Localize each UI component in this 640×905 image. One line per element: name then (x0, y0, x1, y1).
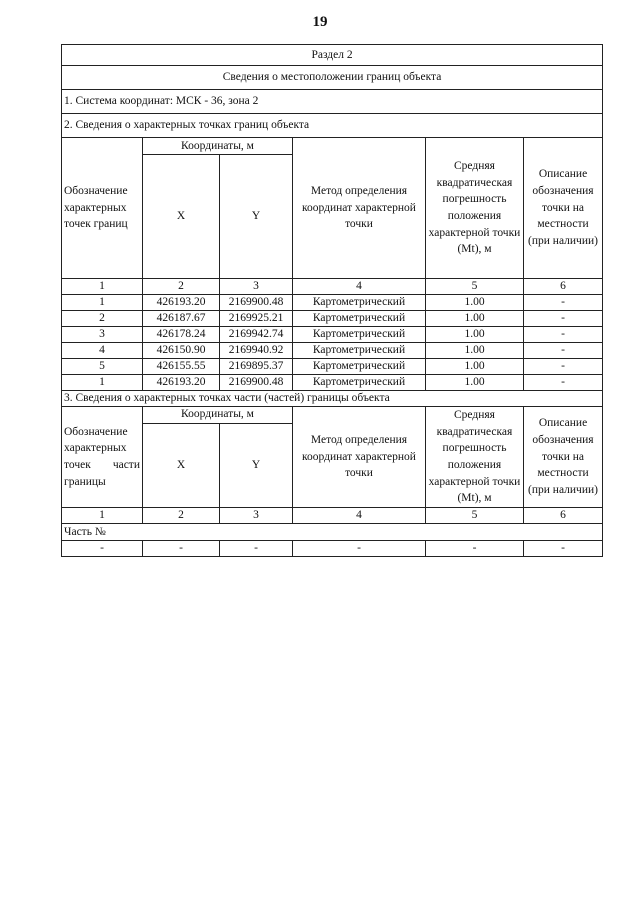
header-method: Метод определения координат характерной точки (293, 138, 426, 279)
section-title: Раздел 2 (62, 45, 603, 66)
point-description: - (524, 295, 603, 311)
points-heading-row (62, 114, 603, 138)
parts-heading: 3. Сведения о характерных точках части (частей) границы объекта (62, 391, 603, 407)
empty-cell: - (426, 540, 524, 556)
parts-header-designation: Обозначение характерных точек части границы (62, 406, 143, 507)
point-x: 426150.90 (143, 343, 220, 359)
point-id: 2 (62, 311, 143, 327)
point-error: 1.00 (426, 295, 524, 311)
point-error: 1.00 (426, 375, 524, 391)
points-header-row-1 (62, 138, 603, 155)
point-id: 1 (62, 295, 143, 311)
point-description: - (524, 343, 603, 359)
point-y: 2169900.48 (220, 295, 293, 311)
table-row (62, 540, 603, 556)
points-column-numbers-row (62, 279, 603, 295)
column-number: 4 (293, 279, 426, 295)
point-description: - (524, 359, 603, 375)
parts-column-numbers-row (62, 507, 603, 523)
table-row (62, 343, 603, 359)
point-y: 2169925.21 (220, 311, 293, 327)
header-error: Средняя квадратическая погрешность положения характерной точки (Mt), м (426, 138, 524, 279)
empty-cell: - (62, 540, 143, 556)
point-description: - (524, 375, 603, 391)
point-method: Картометрический (293, 359, 426, 375)
table-row (62, 327, 603, 343)
point-method: Картометрический (293, 295, 426, 311)
header-designation: Обозначение характерных точек границ (62, 138, 143, 279)
coord-system-row (62, 90, 603, 114)
table-row (62, 295, 603, 311)
parts-header-error: Средняя квадратическая погрешность положения характерной точки (Mt), м (426, 406, 524, 507)
point-id: 1 (62, 375, 143, 391)
point-method: Картометрический (293, 327, 426, 343)
point-error: 1.00 (426, 327, 524, 343)
empty-cell: - (143, 540, 220, 556)
column-number: 2 (143, 279, 220, 295)
parts-header-coordinates: Координаты, м (143, 406, 293, 423)
parts-header-x: X (143, 423, 220, 507)
column-number: 5 (426, 507, 524, 523)
point-x: 426193.20 (143, 295, 220, 311)
part-label: Часть № (62, 523, 603, 540)
header-x: X (143, 155, 220, 279)
column-number: 3 (220, 507, 293, 523)
point-id: 4 (62, 343, 143, 359)
column-number: 5 (426, 279, 524, 295)
point-x: 426193.20 (143, 375, 220, 391)
point-x: 426187.67 (143, 311, 220, 327)
empty-cell: - (220, 540, 293, 556)
column-number: 1 (62, 279, 143, 295)
point-method: Картометрический (293, 343, 426, 359)
point-id: 5 (62, 359, 143, 375)
column-number: 4 (293, 507, 426, 523)
point-error: 1.00 (426, 343, 524, 359)
point-y: 2169940.92 (220, 343, 293, 359)
table-row (62, 311, 603, 327)
parts-header-method: Метод определения координат характерной точки (293, 406, 426, 507)
section-subtitle: Сведения о местоположении границ объекта (62, 66, 603, 90)
parts-header-row-1 (62, 406, 603, 423)
point-method: Картометрический (293, 375, 426, 391)
page-number: 19 (312, 14, 328, 30)
empty-cell: - (524, 540, 603, 556)
point-id: 3 (62, 327, 143, 343)
column-number: 1 (62, 507, 143, 523)
parts-heading-row (62, 391, 603, 407)
point-description: - (524, 311, 603, 327)
table-row (62, 359, 603, 375)
point-description: - (524, 327, 603, 343)
header-description: Описание обозначения точки на местности (при наличии) (524, 138, 603, 279)
point-x: 426155.55 (143, 359, 220, 375)
points-heading: 2. Сведения о характерных точках границ объекта (62, 114, 603, 138)
point-error: 1.00 (426, 359, 524, 375)
section-subtitle-row (62, 66, 603, 90)
coord-system: 1. Система координат: МСК - 36, зона 2 (62, 90, 603, 114)
column-number: 6 (524, 279, 603, 295)
point-y: 2169942.74 (220, 327, 293, 343)
point-y: 2169895.37 (220, 359, 293, 375)
point-y: 2169900.48 (220, 375, 293, 391)
parts-header-description: Описание обозначения точки на местности (при наличии) (524, 406, 603, 507)
boundary-table (61, 44, 603, 557)
header-coordinates: Координаты, м (143, 138, 293, 155)
parts-header-y: Y (220, 423, 293, 507)
table-row (62, 375, 603, 391)
column-number: 6 (524, 507, 603, 523)
section-title-row (62, 45, 603, 66)
column-number: 3 (220, 279, 293, 295)
point-x: 426178.24 (143, 327, 220, 343)
header-y: Y (220, 155, 293, 279)
part-label-row (62, 523, 603, 540)
column-number: 2 (143, 507, 220, 523)
point-method: Картометрический (293, 311, 426, 327)
point-error: 1.00 (426, 311, 524, 327)
empty-cell: - (293, 540, 426, 556)
